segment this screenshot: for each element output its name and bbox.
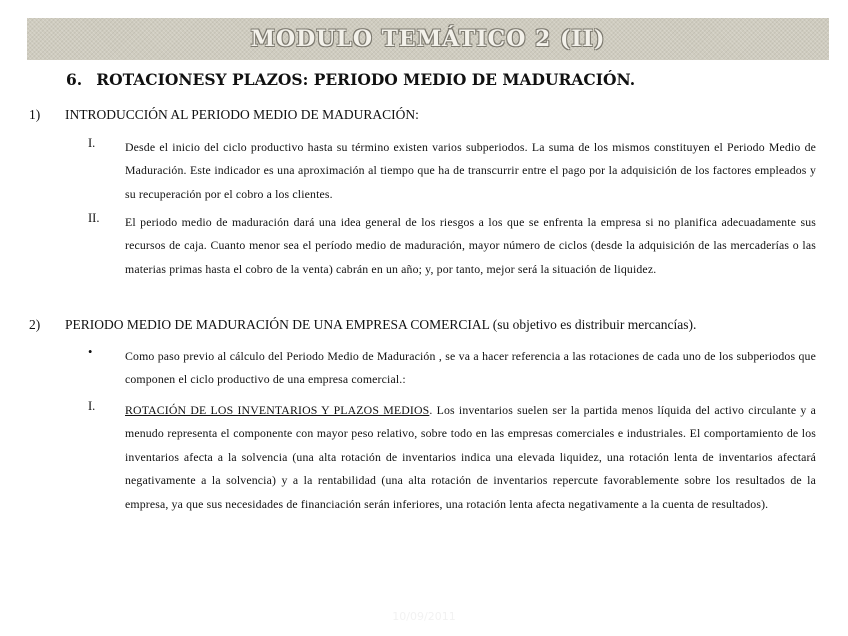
banner-title: MODULO TEMÁTICO 2 (II) bbox=[250, 26, 606, 52]
item-marker: II. bbox=[88, 211, 100, 225]
bullet-marker: • bbox=[88, 345, 93, 359]
item-text: El periodo medio de maduración dará una idea general de los riesgos a los que se enfrenta la empresa si no planifica adecuadamente sus recursos de caja. Cuanto menor sea el período medio de maduración, mayor número de ciclos (desde la adquisición de las mercaderías o las materias primas hasta el cobro de la venta) cabrán en un año; y, por tanto, mejor será la situación de liquidez. bbox=[125, 215, 816, 276]
section-2-marker: 2) bbox=[29, 317, 41, 332]
item-marker: I. bbox=[88, 399, 96, 413]
item-marker: I. bbox=[88, 136, 96, 150]
list-item bbox=[88, 211, 816, 281]
item-text bbox=[125, 399, 816, 516]
section-1-title bbox=[29, 107, 419, 123]
list-item bbox=[88, 399, 816, 516]
title-banner bbox=[27, 18, 829, 60]
item-heading-underlined: ROTACIÓN DE LOS INVENTARIOS Y PLAZOS MEDIOS bbox=[125, 403, 430, 417]
section-1-title-text: INTRODUCCIÓN AL PERIODO MEDIO DE MADURACIÓN: bbox=[65, 107, 419, 122]
item-text: Desde el inicio del ciclo productivo hasta su término existen varios subperiodos. La suma de los mismos constituyen el Periodo Medio de Maduración. Este indicador es una aproximación al tiempo que ha de transcurrir entre el pago por la adquisición de los factores empleados y su recuperación por el cobro a los clientes. bbox=[125, 140, 816, 201]
item-text: Como paso previo al cálculo del Periodo Medio de Maduración , se va a hacer referencia a las rotaciones de cada uno de los subperiodos que componen el ciclo productivo de una empresa comercial.: bbox=[125, 349, 816, 387]
list-item bbox=[88, 345, 816, 392]
heading-text: ROTACIONESY PLAZOS: PERIODO MEDIO DE MADURACIÓN. bbox=[96, 70, 636, 89]
footer-date: 10/09/2011 bbox=[392, 610, 456, 623]
heading-number: 6. bbox=[66, 70, 83, 89]
item-body-text: . Los inventarios suelen ser la partida menos líquida del activo circulante y a menudo representa el componente con mayor peso relativo, sobre todo en las empresas comerciales e industriales. El comportamiento de los inventarios afecta a la solvencia (una alta rotación de inventarios indica una elevada liquidez, una rotación lenta de inventarios afectará negativamente a la solvencia) y a la rentabilidad (una alta rotación de inventarios repercute favorablemente sobre los resultados de la empresa, ya que sus necesidades de financiación serán inferiores, una rotación lenta afecta negativamente a la cuenta de resultados). bbox=[125, 403, 816, 511]
section-1-marker: 1) bbox=[29, 107, 41, 122]
section-2-title-text: PERIODO MEDIO DE MADURACIÓN DE UNA EMPRESA COMERCIAL (su objetivo es distribuir mercancías). bbox=[65, 317, 697, 332]
section-heading bbox=[66, 70, 635, 89]
list-item bbox=[88, 136, 816, 206]
section-2-title bbox=[29, 317, 697, 333]
